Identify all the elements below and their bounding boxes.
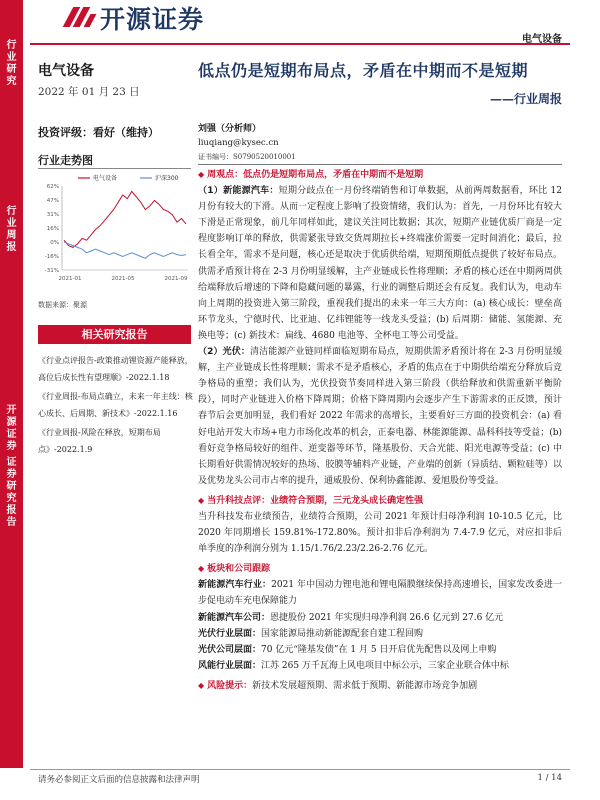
sidebar-char: 报 [6, 242, 17, 253]
header-divider [30, 43, 570, 45]
chart-source: 数据来源：聚源 [38, 301, 87, 309]
analyst-name: 刘强（分析师） [198, 124, 262, 134]
section-heading-weekly-view: ◆ 周观点：低点仍是短期布局点，矛盾在中期而不是短期 [198, 170, 424, 180]
risk-warning: ◆ 风险提示：新技术发展超预期、需求低于预期、新能源市场竞争加剧 [198, 680, 478, 691]
legend-label: 电气设备 [93, 175, 118, 182]
x-tick-label: 2021-09 [164, 276, 188, 282]
tracking-item: 光伏公司层面：70 亿元“隆基发债”在 1 月 5 日开启优先配售以及网上申购 [198, 644, 497, 655]
y-tick-label: 62% [46, 184, 59, 190]
sidebar-char: 研 [6, 64, 17, 75]
related-reports-list [38, 352, 194, 460]
sidebar-char: 证 [6, 457, 17, 468]
footer-disclaimer[interactable]: 请务必参阅正文后面的信息披露和法律声明 [38, 775, 200, 785]
trend-title-divider [38, 168, 191, 169]
sidebar-char: 券 [6, 441, 17, 452]
legend-label: 沪深300 [155, 175, 179, 182]
paragraph-ev: （1）新能源汽车：短期分歧点在一月份终端销售和订单数据，从前两周数据看，环比 12 月份有较大的下滑。从而一定程度上影响了投资情绪，我们认为：首先，一月份环比有较大下滑是正常现象，前几年同样如此，建议关注同比数据；其次，短期产业链优质厂商是一定程度影响订单的释放，供需紧张导致交货周期拉长+终端涨价需要一定时间消化；最后，拉长看全年，需求不是问题，核心还是取决于优质供给端，短期预期低点提供了较好布局点。供需矛盾预计将在 2-3 月份明显缓解，主产业链成长性将理顺；矛盾的核心还在中期两周供给端释放后增速的下降和隐藏问题的暴露，行业的调整后期还会有反复。我们认为，电动车向上周期的投资进入第三阶段，重视我们提出的未来一年三大方向：(a) 核心成长：壁垒高环节龙头，宁德时代、比亚迪、亿纬锂能等一线龙头受益；(b) 后周期：储能、氢能源、充换电等；(c) 新技术：扁线、4680 电池等、全杯电工等公司受益。 [198, 186, 562, 341]
section-heading-tracking: ◆ 板块和公司跟踪 [198, 564, 271, 575]
analyst-block [198, 122, 296, 164]
series-line-0 [64, 191, 186, 247]
logo-mark-icon [64, 5, 94, 31]
analyst-cert: 证书编号：S0790520010001 [198, 153, 296, 161]
section-heading-company-review: ◆ 当升科技点评：业绩符合预期，三元龙头成长确定性强 [198, 495, 424, 506]
tracking-item: 新能源汽车行业：2021 年中国动力锂电池和锂电隔膜继续保持高速增长，国家发改委进一步促电动车充电保障能力 [198, 580, 562, 607]
sidebar-char: 究 [6, 76, 17, 87]
bullet-icon: ◆ [198, 564, 205, 574]
y-tick-label: 16% [46, 226, 59, 232]
x-tick-label: 2021-01 [58, 276, 82, 282]
series-line-1 [64, 242, 186, 258]
brand-logo [64, 4, 239, 32]
paragraph-company-review: 当升科技发布业绩预告，业绩符合预期，公司 2021 年预计归母净利润 10-10.5 亿元，比 2020 年同期增长 159.81%-172.80%。预计扣非后净利润为 7.4-7.9 亿元，对应扣非后单季度的净利润分别为 1.15/1.76/2.23/2.26-2.76 亿元。 [198, 511, 562, 555]
page-number: 1 / 14 [537, 773, 562, 783]
sidebar-char: 行 [6, 206, 17, 217]
sidebar-label-weekly [0, 206, 23, 254]
y-tick-label: -16% [44, 254, 59, 260]
trend-chart [38, 174, 193, 282]
sidebar-label-broker [0, 405, 23, 529]
y-tick-label: -31% [44, 268, 59, 274]
x-tick-label: 2021-05 [111, 276, 135, 282]
y-tick-label: 0% [50, 240, 59, 246]
side-bar [0, 0, 23, 768]
sector-title: 电气设备 [38, 63, 94, 79]
trend-chart-svg [38, 174, 193, 294]
sidebar-char: 究 [6, 493, 17, 504]
bullet-icon: ◆ [198, 495, 205, 505]
sidebar-char: 告 [6, 517, 17, 528]
analyst-divider [198, 164, 562, 165]
sidebar-char: 开 [6, 405, 17, 416]
analyst-email[interactable]: liuqiang@kysec.cn [198, 138, 279, 148]
paragraph-pv: （2）光伏：清洁能源产业链同样面临短期布局点，短期供需矛盾预计将在 2-3 月份明显缓解，主产业链成长性将理顺；需求不是矛盾核心，矛盾的焦点在于中期供给端充分释放后竞争格局的重塑；我们认为，光伏投资节奏同样进入第三阶段（供给释放和供需重新平衡阶段），同时产业链进入价格下降周期；价格下降周期内会逐步产生下游需求的正反馈，预计春节后会更加明显，我们看好 2022 年需求的高增长，主要看好三方面的投资机会：(a) 看好电站开发大市场+电力市场化改革的机会，正泰电器、林能源能源、晶科科技等受益；(b) 看好竞争格局较好的组件、逆变器等环节，隆基股份、天合光能、阳光电源等受益；(c) 中长期看好供需情况较好的热场、胶膜等辅料产业链，产业端的创新（异质结、颗粒硅等）以及优势龙头公司市占率的提升，通威股份、保利协鑫能源、爱旭股份等受益。 [198, 347, 563, 486]
sidebar-label-research [0, 40, 23, 88]
tracking-item: 新能源汽车公司：恩捷股份 2021 年实现归母净利润 26.6 亿元到 27.6 亿元 [198, 612, 504, 623]
trend-chart-title: 行业走势图 [38, 154, 93, 167]
sidebar-char: 行 [6, 40, 17, 51]
brand-name: 开源证券 [100, 5, 205, 34]
bullet-icon: ◆ [198, 680, 205, 690]
tracking-item: 风能行业层面：江苏 265 万千瓦海上风电项目中标公示，三家企业联合体中标 [198, 660, 509, 671]
related-report-item[interactable]: 《行业周报-布局点确立，未来一年主线：核心成长、后周期、新技术》-2022.1.16 [38, 392, 193, 418]
sidebar-char: 研 [6, 481, 17, 492]
sidebar-char: 源 [6, 417, 17, 428]
sidebar-char: 周 [6, 230, 17, 241]
sidebar-char: 券 [6, 469, 17, 480]
related-reports-header: 相关研究报告 [38, 325, 191, 344]
y-tick-label: 47% [46, 198, 59, 204]
y-tick-label: 31% [46, 212, 59, 218]
tracking-item: 光伏行业层面：国家能源局推动新能源配套自建工程回购 [198, 628, 424, 639]
sidebar-char: 业 [6, 218, 17, 229]
header-category: 电气设备 [522, 34, 562, 45]
bullet-icon: ◆ [198, 170, 205, 179]
report-title: 低点仍是短期布局点，矛盾在中期而不是短期 [198, 61, 529, 80]
sidebar-char: 证 [6, 429, 17, 440]
report-body [198, 167, 562, 694]
report-date: 2022 年 01 月 23 日 [38, 86, 140, 98]
related-report-item[interactable]: 《行业点评报告-政策推动锂资源产能释放，高位后成长性有望理顺》-2022.1.18 [38, 356, 193, 382]
investment-rating: 投资评级：看好（维持） [38, 126, 159, 139]
report-subtitle: ——行业周报 [489, 92, 562, 106]
related-report-item[interactable]: 《行业周报-风险在释放，短期布局点》-2022.1.9 [38, 428, 161, 454]
footer-divider [30, 769, 570, 770]
sidebar-char: 报 [6, 505, 17, 516]
sidebar-char: 业 [6, 52, 17, 63]
